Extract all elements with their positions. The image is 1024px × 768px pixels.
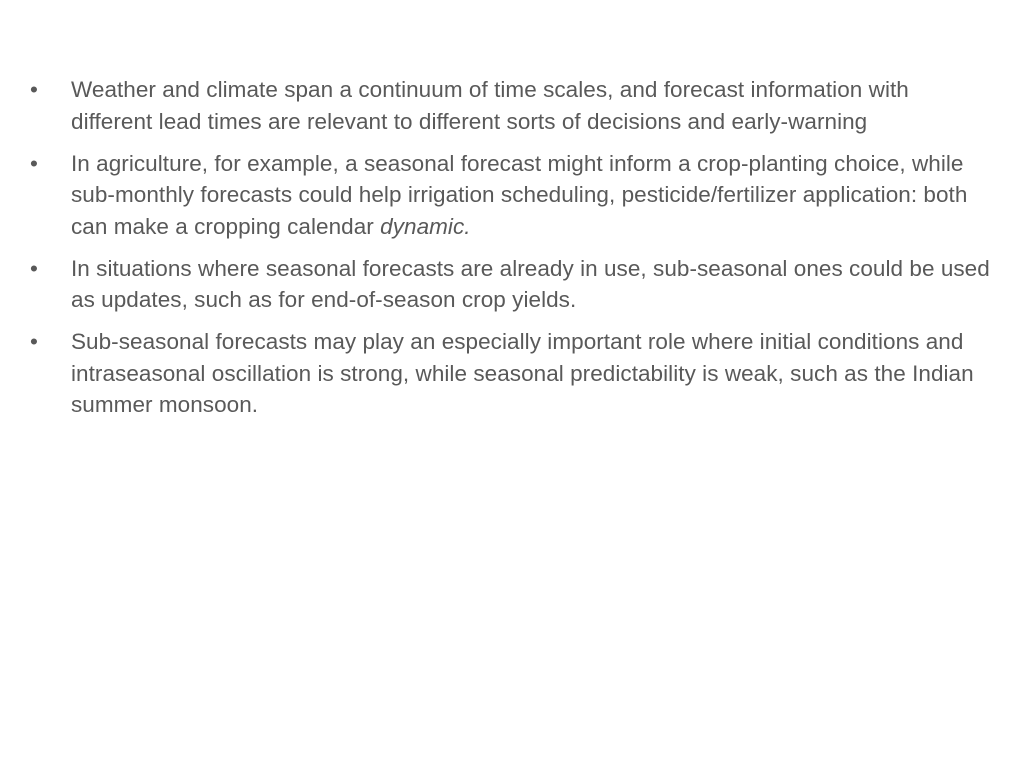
bullet-text: Sub-seasonal forecasts may play an especially important role where initial conditions and intraseasonal oscillation is strong, while seasonal predictability is weak, such as the Indian summer monsoon.: [71, 329, 974, 417]
bullet-text: In agriculture, for example, a seasonal forecast might inform a crop-planting choice, while sub-monthly forecasts could help irrigation scheduling, pesticide/fertilizer application: both can make a cropping calendar: [71, 150, 968, 239]
bullet-dot-icon: •: [30, 329, 38, 354]
bullet-text: In situations where seasonal forecasts are already in use, sub-seasonal ones could be used as updates, such as for end-of-season crop yields.: [71, 255, 990, 312]
bullet-dot-icon: •: [30, 255, 38, 281]
bullet-item: [30, 326, 990, 421]
bullet-item: [30, 148, 990, 243]
bullet-dot-icon: •: [30, 77, 38, 102]
bullet-emphasis: dynamic.: [380, 213, 471, 239]
bullet-list: [30, 74, 990, 431]
bullet-item: [30, 253, 990, 316]
bullet-text: Weather and climate span a continuum of time scales, and forecast information with different lead times are relevant to different sorts of decisions and early-warning: [71, 77, 909, 134]
bullet-dot-icon: •: [30, 150, 38, 176]
bullet-item: [30, 74, 990, 137]
